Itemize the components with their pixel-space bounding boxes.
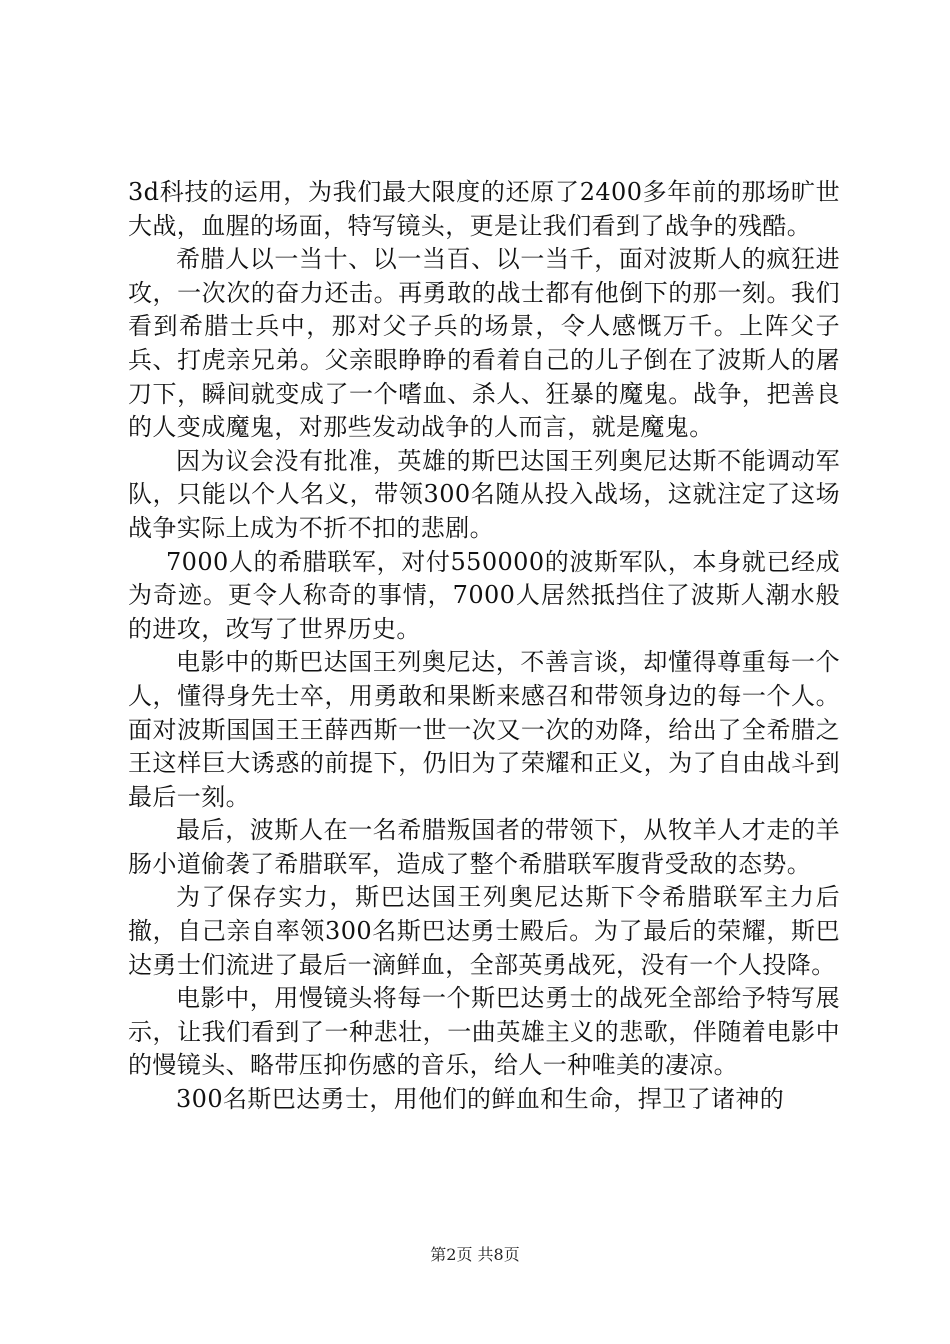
paragraph-2: 希腊人以一当十、以一当百、以一当千，面对波斯人的疯狂进攻，一次次的奋力还击。再勇敢的战士都有他倒下的那一刻。我们看到希腊士兵中，那对父子兵的场景，令人感慨万千。上阵父子兵、打虎亲兄弟。父亲眼睁睁的看着自己的儿子倒在了波斯人的屠刀下，瞬间就变成了一个嗜血、杀人、狂暴的魔鬼。战争，把善良的人变成魔鬼，对那些发动战争的人而言，就是魔鬼。 [128,245,840,442]
paragraph-7: 为了保存实力，斯巴达国王列奥尼达斯下令希腊联军主力后撤，自己亲自率领300名斯巴达勇士殿后。为了最后的荣耀，斯巴达勇士们流进了最后一滴鲜血，全部英勇战死，没有一个人投降。 [128,883,840,979]
page-number-footer: 第2页 共8页 [430,1245,520,1264]
paragraph-6: 最后，波斯人在一名希腊叛国者的带领下，从牧羊人才走的羊肠小道偷袭了希腊联军，造成了整个希腊联军腹背受敌的态势。 [128,816,840,878]
paragraph-5: 电影中的斯巴达国王列奥尼达，不善言谈，却懂得尊重每一个人，懂得身先士卒，用勇敢和果断来感召和带领身边的每一个人。面对波斯国国王王薛西斯一世一次又一次的劝降，给出了全希腊之王这样巨大诱惑的前提下，仍旧为了荣耀和正义，为了自由战斗到最后一刻。 [128,648,840,811]
paragraph-8: 电影中，用慢镜头将每一个斯巴达勇士的战死全部给予特写展示，让我们看到了一种悲壮，一曲英雄主义的悲歌，伴随着电影中的慢镜头、略带压抑伤感的音乐，给人一种唯美的凄凉。 [128,984,840,1080]
paragraph-3: 因为议会没有批准，英雄的斯巴达国王列奥尼达斯不能调动军队，只能以个人名义，带领300名随从投入战场，这就注定了这场战争实际上成为不折不扣的悲剧。 [128,446,840,542]
paragraph-9: 300名斯巴达勇士，用他们的鲜血和生命，捍卫了诸神的 [176,1085,785,1114]
paragraph-1: 3d科技的运用，为我们最大限度的还原了2400多年前的那场旷世大战，血腥的场面，特写镜头，更是让我们看到了战争的残酷。 [128,178,840,240]
paragraph-4: 7000人的希腊联军，对付550000的波斯军队，本身就已经成为奇迹。更令人称奇的事情，7000人居然抵挡住了波斯人潮水般的进攻，改写了世界历史。 [128,547,840,643]
document-body [128,176,840,1117]
